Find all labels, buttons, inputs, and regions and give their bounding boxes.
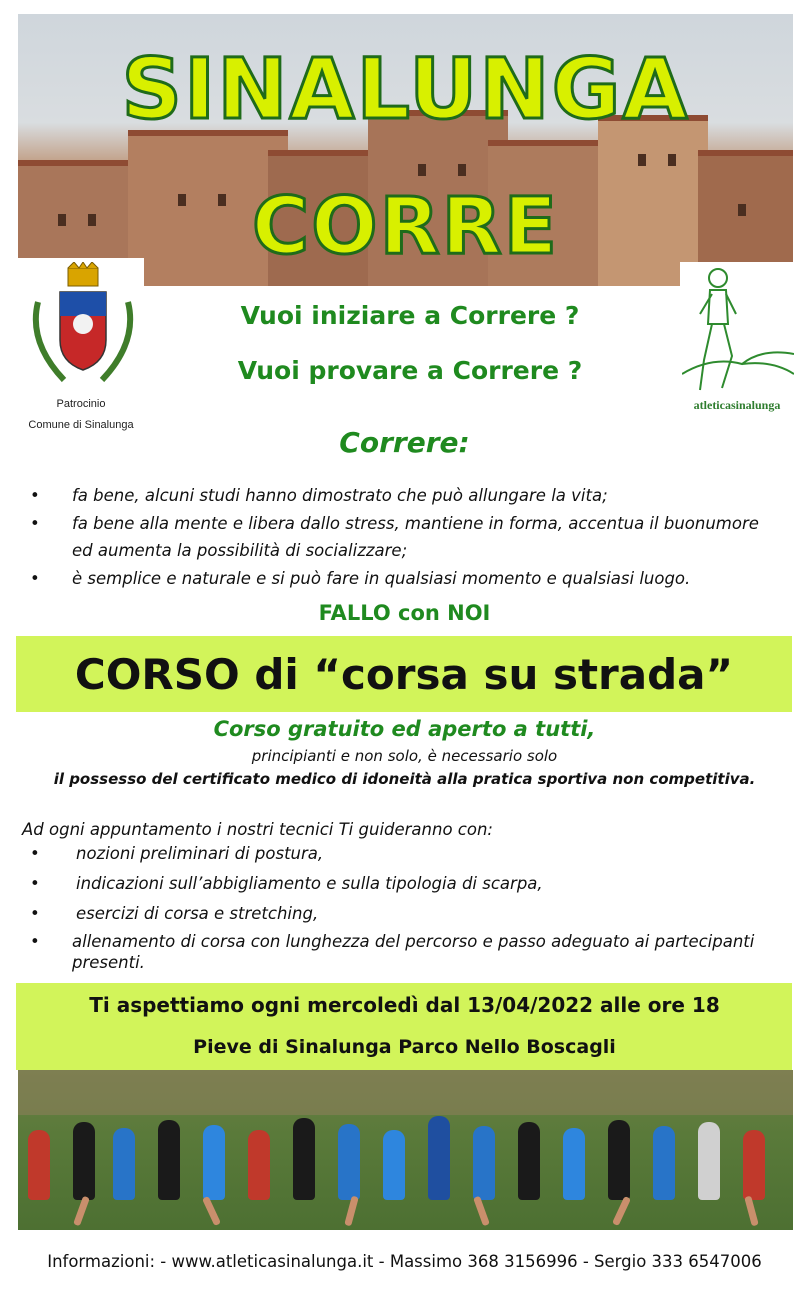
course-free: Corso gratuito ed aperto a tutti, — [213, 717, 596, 741]
runners-photo — [18, 1070, 793, 1230]
hero-title-line1: SINALUNGA — [121, 40, 690, 138]
topics-intro: Ad ogni appuntamento i nostri tecnici Ti guideranno con: — [22, 820, 493, 839]
crest-icon — [24, 262, 142, 390]
correre-heading: Correre: — [339, 426, 470, 459]
runner-logo-icon — [682, 264, 794, 394]
schedule-when: Ti aspettiamo ogni mercoledì dal 13/04/2022 alle ore 18 — [89, 993, 720, 1017]
schedule-where: Pieve di Sinalunga Parco Nello Boscagli — [193, 1036, 616, 1058]
footer-info: Informazioni: - www.atleticasinalunga.it - Massimo 368 3156996 - Sergio 333 6547006 — [47, 1252, 762, 1271]
crest-label-patrocinio: Patrocinio — [56, 398, 106, 410]
course-who: principianti e non solo, è necessario solo — [251, 747, 558, 765]
crest-label-comune: Comune di Sinalunga — [28, 419, 134, 431]
course-title-band: CORSO di “corsa su strada” — [16, 636, 792, 712]
hero-title-line2: CORRE — [252, 182, 559, 272]
club-logo-name: atleticasinalunga — [693, 398, 781, 412]
question-2: Vuoi provare a Correre ? — [237, 356, 583, 385]
course-requirement: il possesso del certificato medico di idoneità alla pratica sportiva non competitiva. — [53, 770, 756, 788]
question-1: Vuoi iniziare a Correre ? — [240, 301, 580, 330]
hero-banner — [18, 14, 793, 286]
fallo-con-noi: FALLO con NOI — [318, 601, 491, 625]
